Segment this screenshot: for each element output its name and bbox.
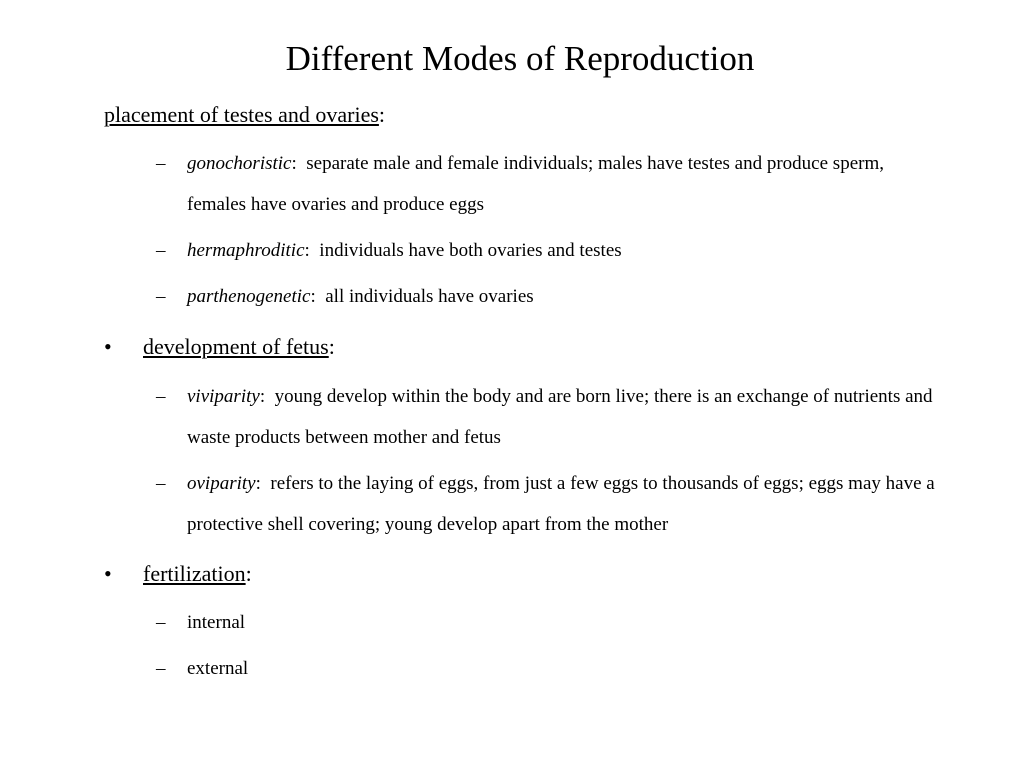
- item-text: refers to the laying of eggs, from just a few eggs to thousands of eggs; eggs may have a protective shell covering; young develop apart from the mother: [187, 473, 935, 535]
- dash-glyph: –: [156, 153, 166, 174]
- item-text: all individuals have ovaries: [325, 286, 534, 307]
- section-heading-development: [104, 333, 335, 361]
- item-term: parthenogenetic: [187, 286, 311, 307]
- item-text: external: [187, 658, 249, 679]
- item-sep: :: [310, 286, 326, 307]
- section-heading-colon: :: [378, 102, 386, 127]
- item-term: viviparity: [187, 386, 260, 407]
- item-sep: :: [291, 153, 307, 174]
- section-heading-colon: :: [328, 334, 335, 359]
- bullet-glyph: •: [104, 561, 112, 586]
- section-heading-placement: [104, 101, 385, 129]
- section-heading-text: fertilization: [143, 561, 246, 586]
- item-text: young develop within the body and are born live; there is an exchange of nutrients and waste products between mother and fetus: [187, 386, 933, 448]
- list-item-oviparity: [156, 463, 946, 545]
- section-heading-text: placement of testes and ovaries: [104, 102, 379, 127]
- item-term: oviparity: [187, 473, 256, 494]
- section-heading-text: development of fetus: [143, 334, 329, 359]
- list-item-external: [156, 648, 946, 689]
- dash-glyph: –: [156, 658, 166, 679]
- dash-glyph: –: [156, 612, 166, 633]
- item-sep: :: [255, 473, 271, 494]
- dash-glyph: –: [156, 240, 166, 261]
- item-sep: :: [304, 240, 320, 261]
- bullet-glyph: •: [104, 334, 112, 359]
- dash-glyph: –: [156, 473, 166, 494]
- item-term: gonochoristic: [187, 153, 292, 174]
- list-item-gonochoristic: [156, 143, 946, 225]
- list-item-internal: [156, 602, 946, 643]
- section-heading-colon: :: [245, 561, 252, 586]
- item-term: hermaphroditic: [187, 240, 305, 261]
- item-text: internal: [187, 612, 246, 633]
- item-sep: :: [259, 386, 275, 407]
- list-item-parthenogenetic: [156, 276, 946, 317]
- dash-glyph: –: [156, 286, 166, 307]
- slide-title: Different Modes of Reproduction: [285, 39, 755, 78]
- item-text: individuals have both ovaries and testes: [319, 240, 622, 261]
- list-item-hermaphroditic: [156, 230, 946, 271]
- list-item-viviparity: [156, 376, 946, 458]
- item-text: separate male and female individuals; males have testes and produce sperm, females have ovaries and produce eggs: [187, 153, 884, 215]
- section-heading-fertilization: [104, 560, 252, 588]
- dash-glyph: –: [156, 386, 166, 407]
